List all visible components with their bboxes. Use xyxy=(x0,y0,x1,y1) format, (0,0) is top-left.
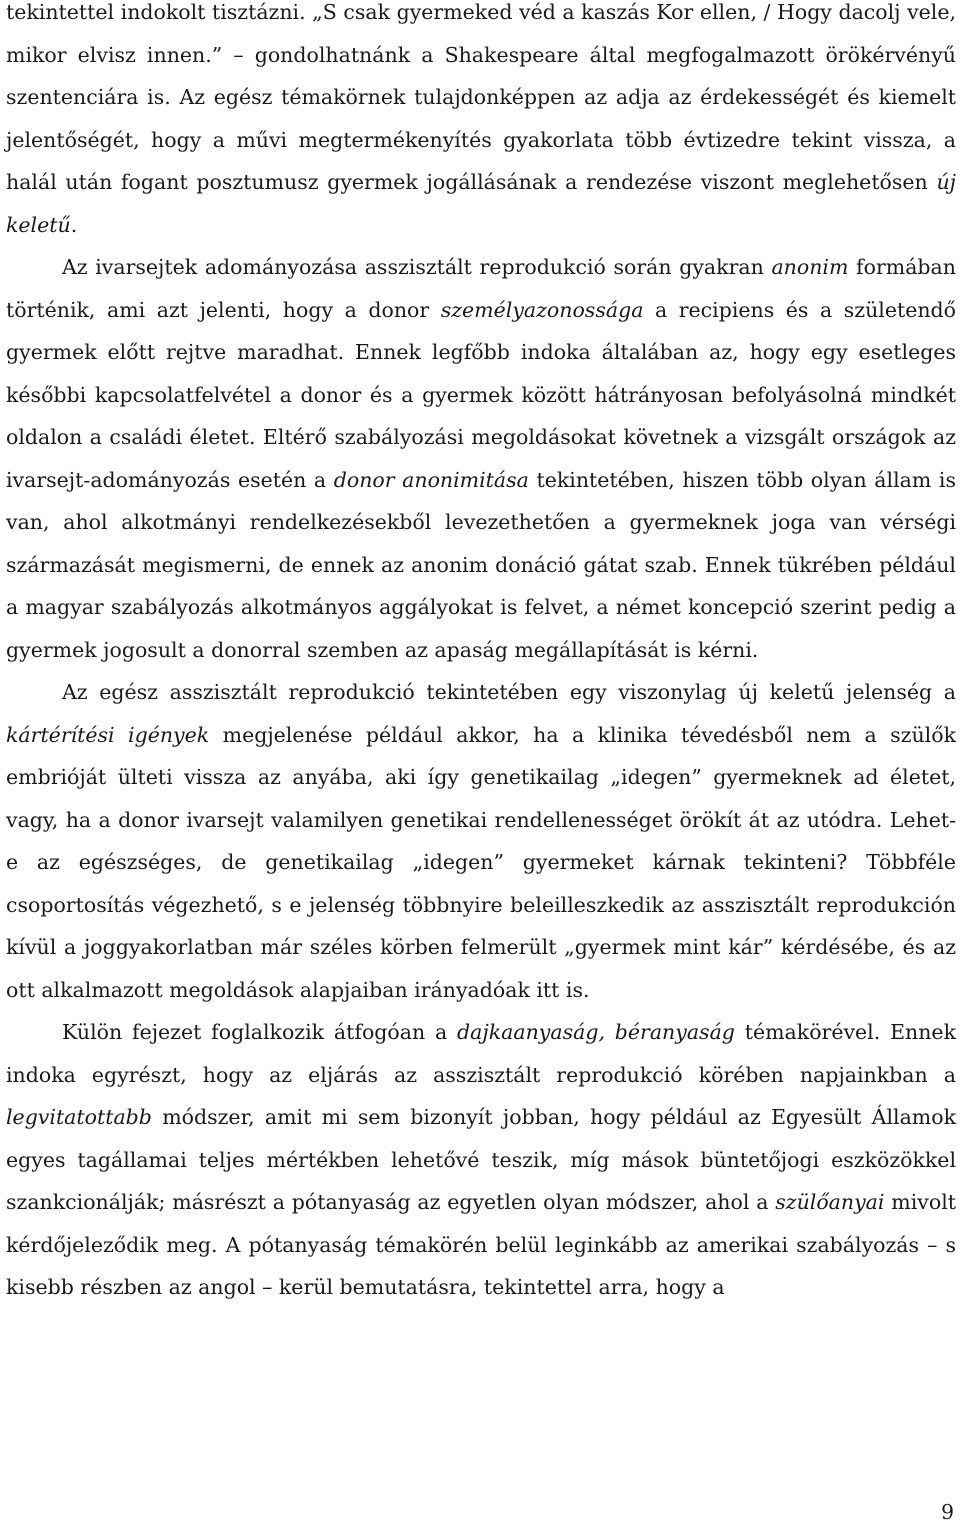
italic-text: dajkaanyaság, béranyaság xyxy=(457,1020,735,1044)
text-run: megjelenése például akkor, ha a klinika tévedésből nem a szülők embrióját ülteti vissza az anyába, aki így genetikailag „idegen” gyermeknek ad életet, vagy, ha a donor ivarsejt valamilyen genetikai rendellenességet örökít át az utódra. Lehet-e az egészséges, de genetikailag „idegen” gyermeket kárnak tekinteni? Többféle csoportosítás végezhető, s e jelenség többnyire beleilleszkedik az asszisztált reprodukción kívül a joggyakorlatban már széles körben felmerült „gyermek mint kár” kérdésébe, és az ott alkalmazott megoldások alapjaiban irányadóak itt is. xyxy=(6,722,956,1002)
italic-text: anonim xyxy=(771,255,849,279)
italic-text: kártérítési igények xyxy=(6,722,210,747)
paragraph xyxy=(6,246,956,671)
text-run: Az ivarsejtek adományozása asszisztált reprodukció során gyakran xyxy=(62,255,772,279)
text-run: . xyxy=(70,212,78,237)
text-run: a recipiens és a születendő gyermek előtt rejtve maradhat. Ennek legfőbb indoka általában az, hogy egy esetleges későbbi kapcsolatfelvétel a donor és a gyermek között hátrányosan befolyásolná mindkét oldalon a családi életet. Eltérő szabályozási megoldásokat követnek a vizsgált országok az ivarsejt-adományozás esetén a xyxy=(6,297,957,492)
text-run: formában történik, ami azt jelenti, hogy a donor xyxy=(6,255,956,322)
text-run: módszer, amit mi sem bizonyít jobban, hogy például az Egyesült Államok egyes tagállamai teljes mértékben lehetővé teszik, míg mások büntetőjogi eszközökkel szankcionálják; másrészt a pótanyaság az egyetlen olyan módszer, ahol a xyxy=(6,1105,956,1214)
text-run: tekintettel indokolt tisztázni. „S csak gyermeked véd a kaszás Kor ellen, / Hogy dacolj vele, mikor elvisz innen.” – gondolhatnánk a Shakespeare által megfogalmazott örökérvényű szentenciára is. Az egész témakörnek tulajdonképpen az adja az érdekességét és kiemelt jelentőségét, hogy a művi megtermékenyítés gyakorlata több évtizedre tekint vissza, a halál után fogant posztumusz gyermek jogállásának a rendezése viszont meglehetősen xyxy=(6,0,956,194)
body-text xyxy=(6,0,956,1309)
page-number: 9 xyxy=(940,1500,954,1524)
italic-text: donor anonimitása xyxy=(333,467,529,492)
text-run: témakörével. Ennek indoka egyrészt, hogy az eljárás az asszisztált reprodukció körében napjainkban a xyxy=(6,1020,956,1087)
text-run: Külön fejezet foglalkozik átfogóan a xyxy=(62,1020,458,1044)
text-run: tekintetében, hiszen több olyan állam is van, ahol alkotmányi rendelkezésekből levezethetően a gyermeknek joga van vérségi származását megismerni, de ennek az anonim donáció gátat szab. Ennek tükrében például a magyar szabályozás alkotmányos aggályokat is felvet, a német koncepció szerint pedig a gyermek jogosult a donorral szemben az apaság megállapítását is kérni. xyxy=(6,467,956,662)
paragraph xyxy=(6,671,956,1011)
italic-text: szülőanyai xyxy=(775,1190,885,1214)
italic-text: új keletű xyxy=(6,170,956,237)
paragraph xyxy=(6,0,956,246)
paragraph xyxy=(6,1011,956,1309)
text-run: mivolt kérdőjeleződik meg. A pótanyaság témakörén belül leginkább az amerikai szabályozás – s kisebb részben az angol – kerül bemutatásra, tekintettel arra, hogy a xyxy=(6,1190,956,1299)
text-run: Az egész asszisztált reprodukció tekintetében egy viszonylag új keletű jelenség a xyxy=(62,680,956,704)
italic-text: személyazonossága xyxy=(440,297,644,322)
italic-text: legvitatottabb xyxy=(6,1105,152,1129)
